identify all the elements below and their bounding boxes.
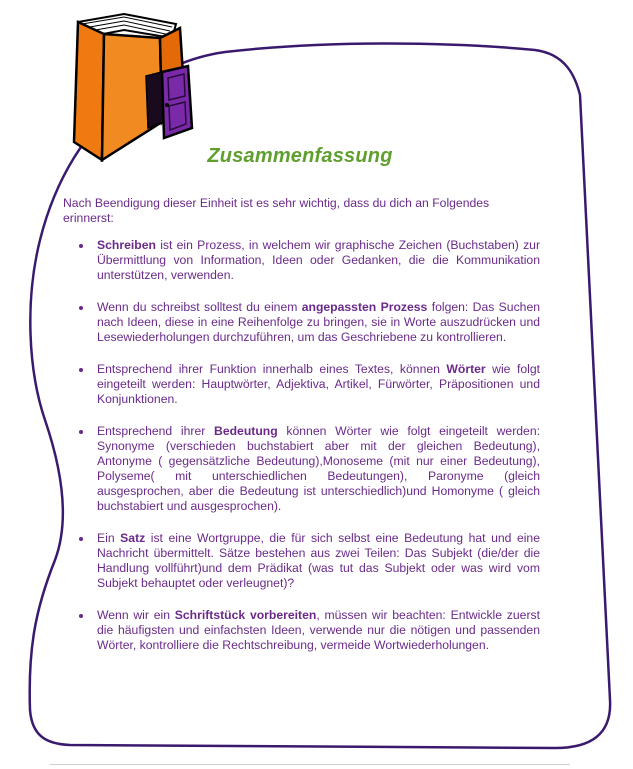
item-text-pre: Entsprechend ihrer Funktion innerhalb eines Textes, können	[97, 362, 447, 376]
item-keyword: Schriftstück	[174, 608, 246, 622]
item-keyword: angepassten Prozess	[301, 300, 428, 314]
page-title: Zusammenfassung	[207, 145, 393, 167]
list-item	[58, 362, 540, 407]
item-text-pre: Wenn wir ein	[97, 608, 175, 622]
list-item	[58, 608, 540, 653]
item-keyword: Bedeutung	[214, 424, 278, 438]
list-item	[58, 531, 540, 591]
item-text-mid: können Wörter wie folgt eingeteilt werden: Synonyme (verschieden buchstabiert aber mit der gleichen Bedeutung), Antonyme ( gegensätzliche Bedeutung),Monoseme (mit nur einer Bedeutung), Polyseme( mit unterschiedlichen Bedeutungen), Paronyme (gleich ausgesprochen, aber die Bedeutung ist unterschiedlich)und Homonyme ( gleich buchstabiert und ausgesprochen).	[97, 424, 540, 513]
bullet-icon	[79, 430, 83, 434]
bullet-icon	[79, 306, 83, 310]
bullet-icon	[79, 368, 83, 372]
item-text-pre: Wenn du schreibst solltest du einem	[97, 300, 302, 314]
item-text-mid: wie folgt eingeteilt werden: Hauptwörter, Adjektiva, Artikel, Fürwörter, Präpositionen und Konjunktionen.	[97, 362, 540, 406]
item-keyword: Wörter	[446, 362, 486, 376]
item-text-pre: Entsprechend ihrer	[97, 424, 215, 438]
bullet-icon	[79, 244, 83, 248]
item-keyword-2: vorbereiten	[249, 608, 317, 622]
item-text-mid: ist ein Prozess, in welchem wir graphische Zeichen (Buchstaben) zur Übermittlung von Information, Ideen oder Gedanken, die die Kommunikation unterstützen, verwenden.	[97, 238, 540, 282]
bullet-icon	[79, 537, 83, 541]
list-item	[58, 300, 540, 345]
bottom-divider	[50, 764, 570, 765]
item-text-mid: folgen: Das Suchen nach Ideen, diese in eine Reihenfolge zu bringen, sie in Worte auszudrücken und Lesewiederholungen durchzuführen, um das Geschriebene zu kontrollieren.	[97, 300, 540, 344]
item-text-mid: ist eine Wortgruppe, die für sich selbst eine Bedeutung hat und eine Nachricht übermittelt. Sätze bestehen aus zwei Teilen: Das Subjekt (die/der die Handlung vollführt)und dem Prädikat (was tut das Subjekt oder was wird vom Subjekt behauptet oder verleugnet)?	[97, 531, 540, 590]
item-keyword: Schreiben	[97, 238, 156, 252]
item-text-pre: Ein	[97, 531, 121, 545]
list-item	[58, 238, 540, 283]
list-item	[58, 424, 540, 514]
item-text-post: , müssen wir beachten: Entwickle zuerst die häufigsten und einfachsten Ideen, verwende nur die nötigen und passenden Wörter, kontrolliere die Rechtschreibung, vermeide Wortwiederholungen.	[97, 608, 540, 652]
summary-list	[58, 238, 540, 670]
item-keyword: Satz	[120, 531, 146, 545]
intro-text: Nach Beendigung dieser Einheit ist es sehr wichtig, dass du dich an Folgendes erinnerst:	[63, 196, 490, 225]
bullet-icon	[79, 614, 83, 618]
